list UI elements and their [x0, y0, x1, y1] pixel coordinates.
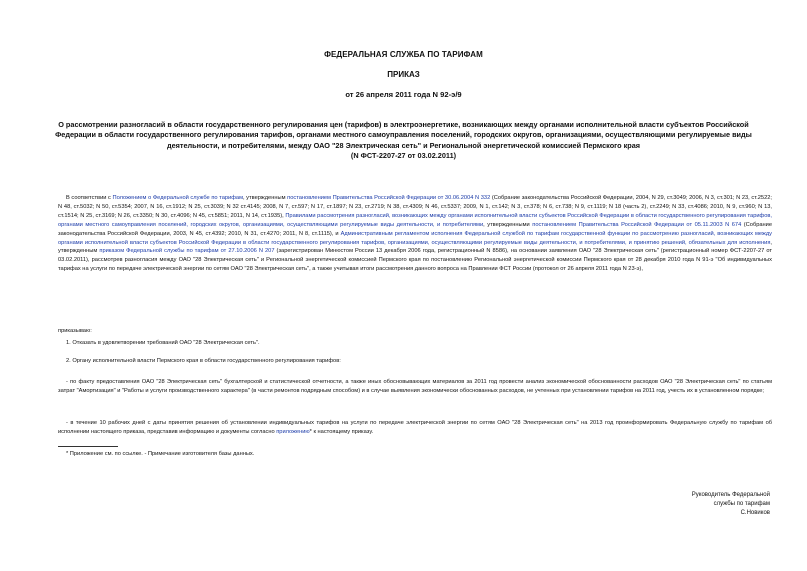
text-segment: , утвержденным: [242, 195, 288, 201]
link-regulation-fst[interactable]: Положением о Федеральной службе по тарифам: [112, 195, 243, 201]
document-title: [40, 120, 767, 161]
title-case-number: (N ФСТ-2207-27 от 03.02.2011): [350, 150, 457, 160]
item-tail: * к настоящему приказу.: [309, 428, 374, 435]
title-text: О рассмотрении разногласий в области государственного регулирования цен (тарифов) в электроэнергетике, возникающих между органами исполнительной власти субъектов Российской Федерации в области государственного регулирования тарифов, органами местного самоуправления поселений, городских округов, организациями, осуществляющими регулируемые виды деятельности, и потребителями, между ОАО "28 Электрическая сеть" и Региональной энергетической комиссией Пермского края: [55, 120, 752, 150]
signature-position-line-2: службы по тарифам: [713, 501, 770, 507]
link-decree-674[interactable]: постановлением Правительства Российской Федерации от 05.11.2003 N 674: [532, 221, 742, 228]
item-text: - в течение 10 рабочих дней с даты принятия решения об установлении индивидуальных тарифов на услуги по передаче электрической энергии по сетям ОАО "28 Электрическая сеть" на 2013 год проинформировать Федеральную службу по тарифам об исполнении настоящего приказа, представив информацию и документы согласно: [58, 420, 772, 435]
footnote-divider: [58, 446, 118, 447]
item-text: 2. Органу исполнительной власти Пермского края в области государственного регулирования тарифов:: [66, 358, 341, 364]
agency-heading: ФЕДЕРАЛЬНАЯ СЛУЖБА ПО ТАРИФАМ: [324, 50, 483, 59]
order-item-2-2: [58, 419, 772, 437]
text-segment: , утвержденным: [58, 239, 772, 255]
signature-position-line-1: Руководитель Федеральной: [691, 492, 770, 498]
link-dispute-rules[interactable]: Правилами рассмотрения разногласий, возникающих между органами исполнительной власти субъектов Российской Федерации в области государственного регулирования тарифов, органами местного самоуправления поселений, городских округов, организациями, осуществляющими регулируемые виды деятельности, и потребителями: [58, 212, 772, 228]
text-segment: В соответствии с: [66, 195, 113, 201]
item-text: - по факту предоставления ОАО "28 Электрическая сеть" бухгалтерской и статистической отчетности, а также иных обосновывающих материалов за 2011 год провести анализ экономической обоснованности расходов ОАО "28 Электрическая сеть" по статьям затрат "Амортизация" и "Работы и услуги производственного характера" (в части ремонтов подрядным способом) и в случае выявления экономически обоснованных расходов, не учтенных при установлении тарифов на 2011 год, учесть их в установленном порядке;: [58, 379, 772, 394]
footnote: [58, 450, 772, 459]
footnote-text: * Приложение см. по ссылке. - Примечание изготовителя базы данных.: [66, 451, 255, 457]
link-decree-332[interactable]: постановлением Правительства Российской Федерации от 30.06.2004 N 332: [287, 195, 491, 201]
main-paragraph: [58, 194, 772, 274]
text-segment: (Собрание законодательства Российской Федерации, 2004, N 29, ст.3049; 2006, N 3, ст.301; N 23, ст.2522; N 48, ст.5032; N 50, ст.5354; 2007, N 16, ст.1912; N 25, ст.3039; N 32 ст.4145; 2008, N 7, ст.597; N 17, ст.1897; N 23, ст.2719; N 38, ст.4309; N 46, ст.5337; 2009, N 1, ст.142; N 3, ст.378; N 6, ст.738; N 9, ст.1119; N 18 (часть 2), ст.2249; N 33, ст.4086; 2010, N 9, ст.960; N 13, ст.1514; N 25, ст.3169; N 26, ст.3350; N 30, ст.4096; N 45, ст.5851; 2011, N 14, ст.1935),: [58, 195, 773, 219]
order-item-1: [58, 339, 772, 348]
text-segment: , утвержденными: [483, 221, 533, 228]
link-order-207[interactable]: приказом Федеральной службы по тарифам от 27.10.2006 N 207: [99, 248, 275, 255]
date-number-heading: от 26 апреля 2011 года N 92-э/9: [345, 90, 462, 99]
text-segment: (Собрание законодательства Российской Федерации, 2003, N 45, ст.4392; 2010, N 31, ст.4270; 2011, N 8, ст.1115), и: [58, 221, 773, 237]
order-item-2: [58, 357, 772, 366]
link-appendix[interactable]: приложению: [276, 428, 310, 435]
order-word: приказываю:: [58, 328, 92, 334]
link-admin-regulation[interactable]: Административным регламентом исполнения Федеральной службой по тарифам государственной функции по рассмотрению разногласий, возникающих между органами исполнительной власти субъектов Российской Федерации в области государственного регулирования тарифов, организациями, осуществляющими регулируемые виды деятельности, и потребителями, и принятию решений, обязательных для исполнения: [58, 230, 772, 246]
doc-type-heading: ПРИКАЗ: [387, 70, 420, 79]
text-segment: (зарегистрирован Минюстом России 13 декабря 2006 года, регистрационный N 8586), на основании заявления ОАО "28 Электрическая сеть" (регистрационный номер ФСТ-2207-27 от 03.02.2011), рассмотрев разногласия между ОАО "28 Электрическая сеть" и Региональной энергетической комиссией Пермского края по постановлению Региональной энергетической комиссии Пермского края от 28 декабря 2010 года N 91-э "Об индивидуальных тарифах на услуги по передаче электрической энергии по сетям ОАО "28 Электрическая сеть", а также учитывая итоги рассмотрения данного вопроса на Правлении ФСТ России (протокол от 26 апреля 2011 года N 23-э),: [58, 248, 772, 273]
order-item-2-1: [58, 378, 772, 396]
signature-name: С.Новиков: [740, 510, 770, 516]
item-text: 1. Отказать в удовлетворении требований ОАО "28 Электрическая сеть".: [66, 340, 260, 346]
